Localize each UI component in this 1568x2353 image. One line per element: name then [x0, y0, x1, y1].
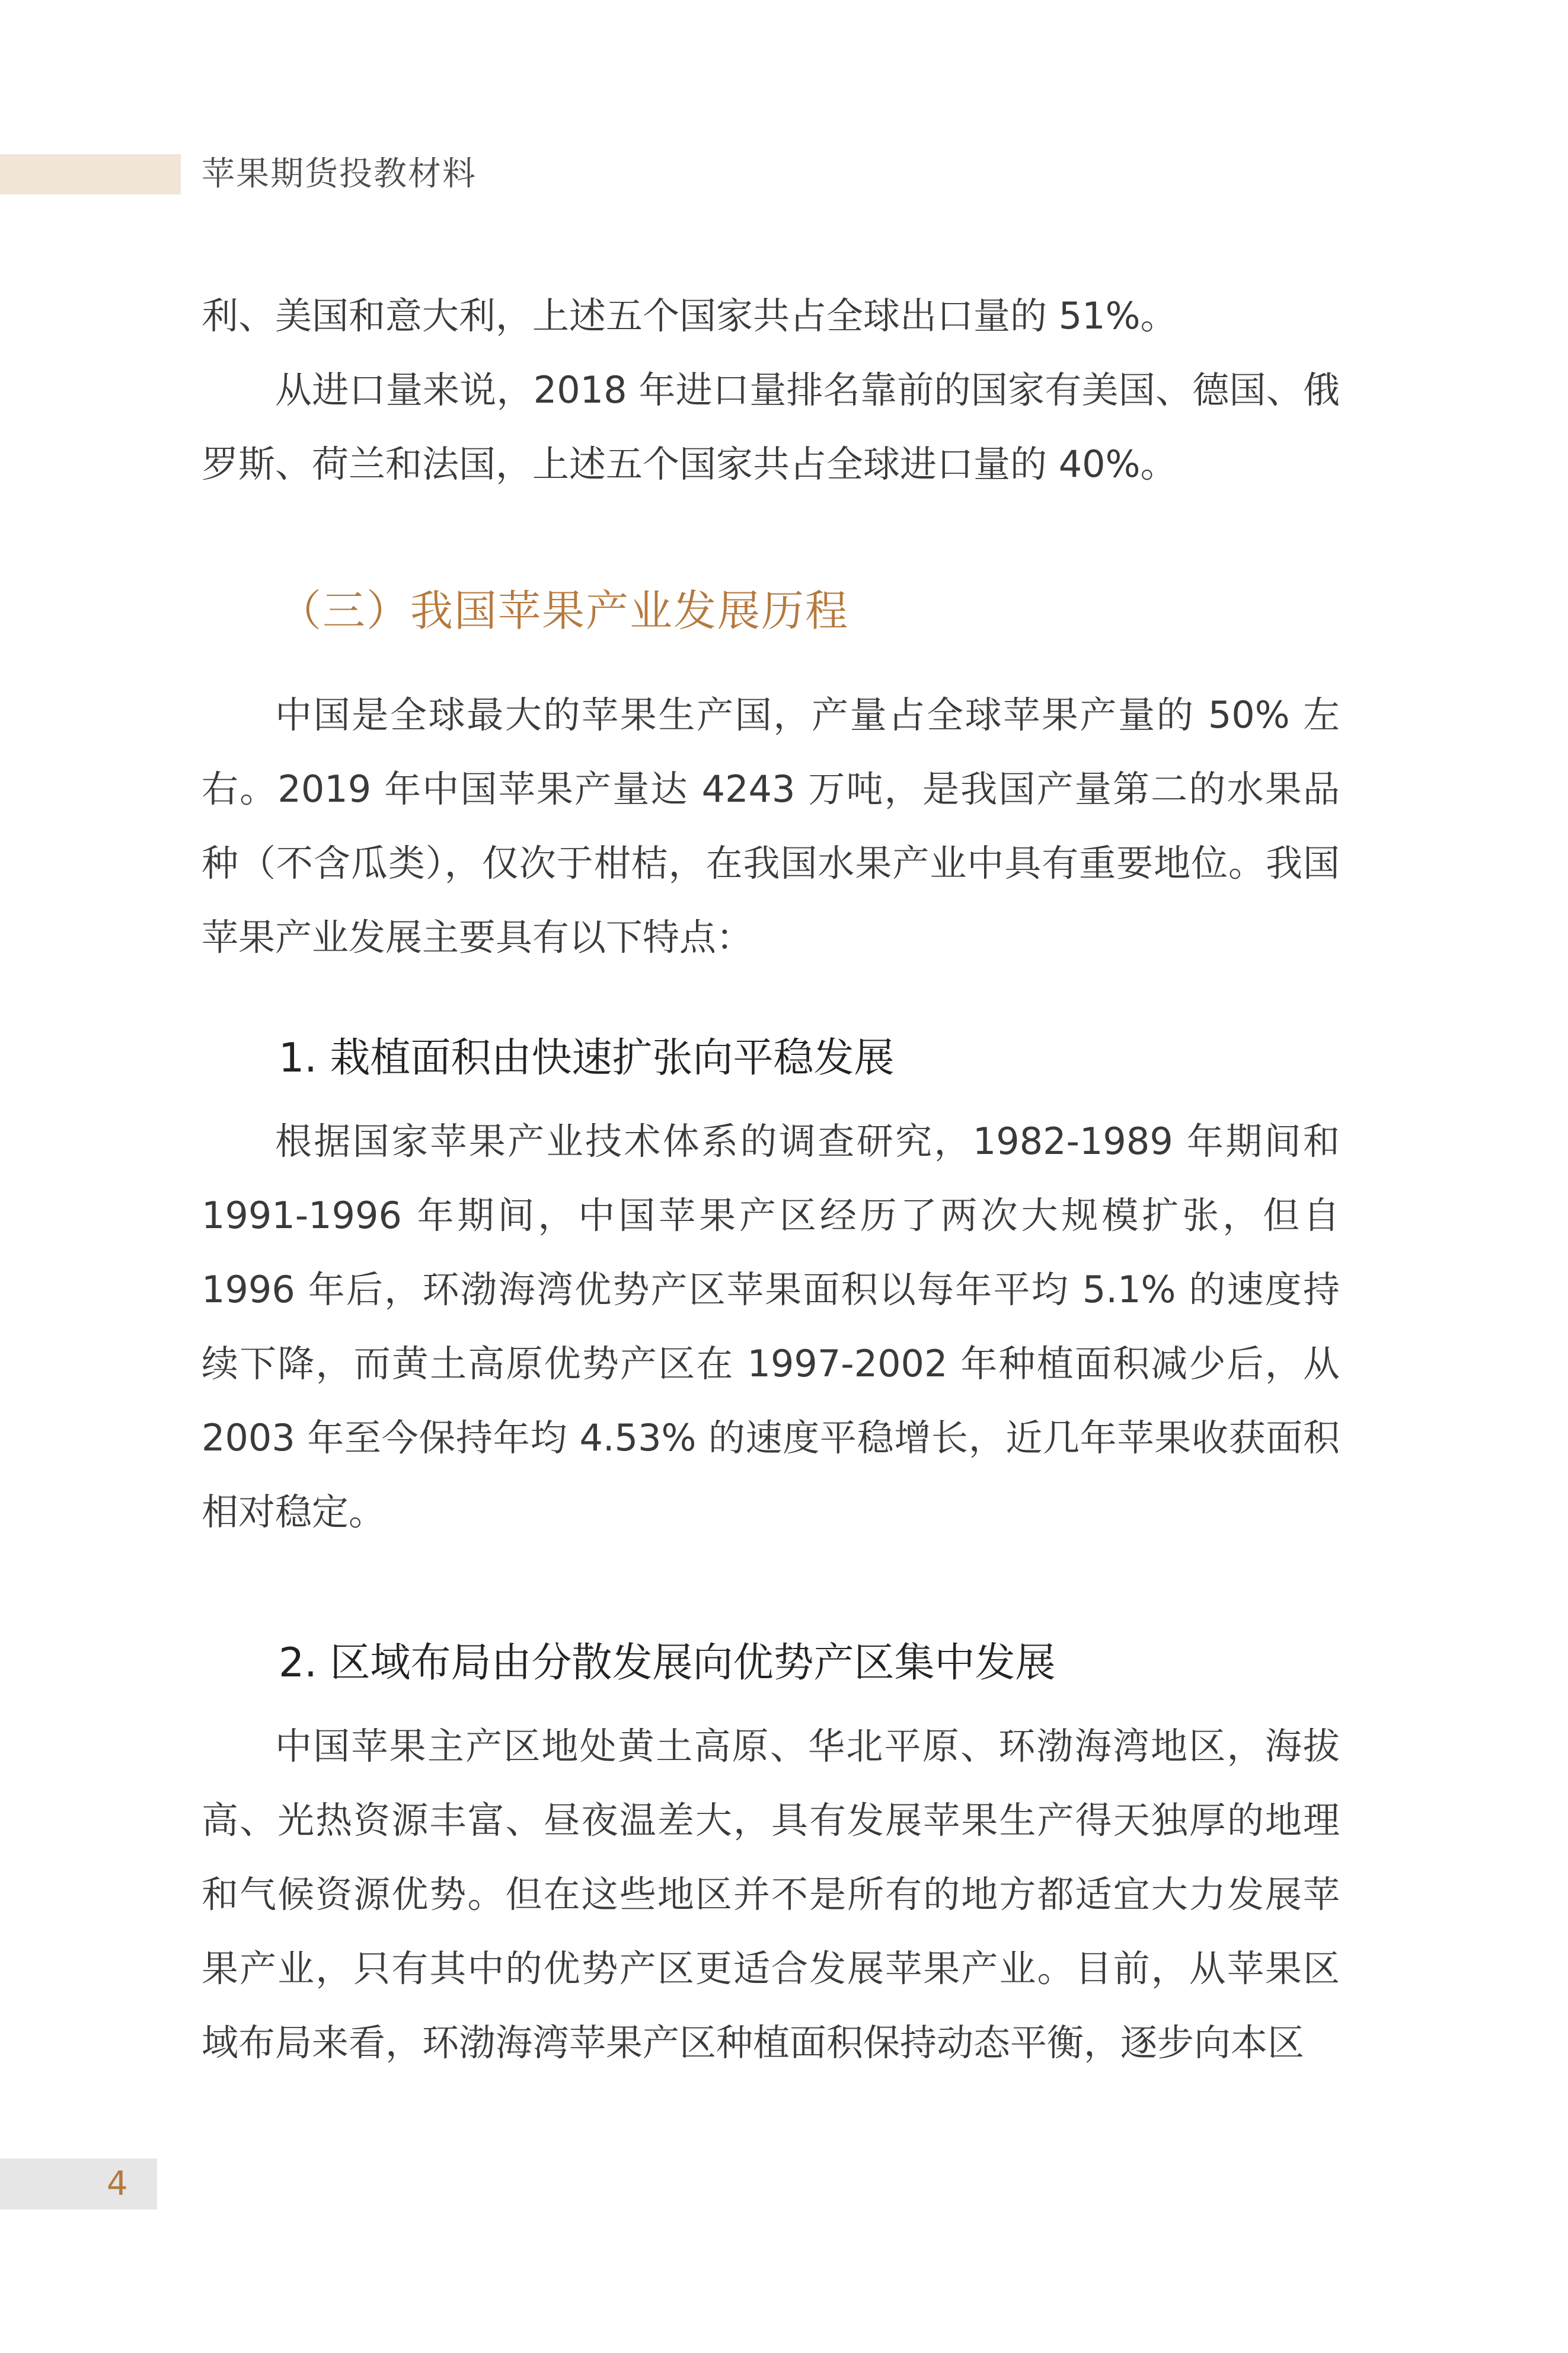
paragraph-regional-layout-block: [202, 1709, 1340, 2080]
paragraph-planting-area-block: [202, 1104, 1340, 1549]
section-heading: （三）我国苹果产业发展历程: [279, 586, 850, 636]
paragraph-import: 从进口量来说，2018 年进口量排名靠前的国家有美国、德国、俄罗斯、荷兰和法国，上述五个国家共占全球进口量的 40%。: [202, 368, 1340, 486]
page-number-box: [0, 2158, 157, 2209]
subheading-planting-area: 1. 栽植面积由快速扩张向平稳发展: [279, 1035, 895, 1082]
paragraph-regional-layout: 中国苹果主产区地处黄土高原、华北平原、环渤海湾地区，海拔高、光热资源丰富、昼夜温差大，具有发展苹果生产得天独厚的地理和气候资源优势。但在这些地区并不是所有的地方都适宜大力发展苹果产业，只有其中的优势产区更适合发展苹果产业。目前，从苹果区域布局来看，环渤海湾苹果产区种植面积保持动态平衡，逐步向本区: [202, 1724, 1340, 2064]
subheading-regional-layout: 2. 区域布局由分散发展向优势产区集中发展: [279, 1640, 1056, 1686]
running-header-title: 苹果期货投教材料: [202, 155, 477, 193]
paragraph-china-production: 中国是全球最大的苹果生产国，产量占全球苹果产量的 50% 左右。2019 年中国苹果产量达 4243 万吨，是我国产量第二的水果品种（不含瓜类），仅次于柑桔，在我国水果产业中具有重要地位。我国苹果产业发展主要具有以下特点：: [202, 693, 1340, 959]
page-number: 4: [107, 2164, 128, 2203]
paragraph-china-production-block: [202, 678, 1340, 974]
paragraph-export-intro: [202, 279, 1340, 501]
paragraph-export-tail: 利、美国和意大利，上述五个国家共占全球出口量的 51%。: [202, 294, 1177, 337]
header-accent-bar: [0, 154, 181, 195]
paragraph-planting-area: 根据国家苹果产业技术体系的调查研究，1982-1989 年期间和 1991-1996 年期间，中国苹果产区经历了两次大规模扩张，但自 1996 年后，环渤海湾优势产区苹果面积以每年平均 5.1% 的速度持续下降，而黄土高原优势产区在 1997-2002 年种植面积减少后，从 2003 年至今保持年均 4.53% 的速度平稳增长，近几年苹果收获面积相对稳定。: [202, 1120, 1340, 1533]
